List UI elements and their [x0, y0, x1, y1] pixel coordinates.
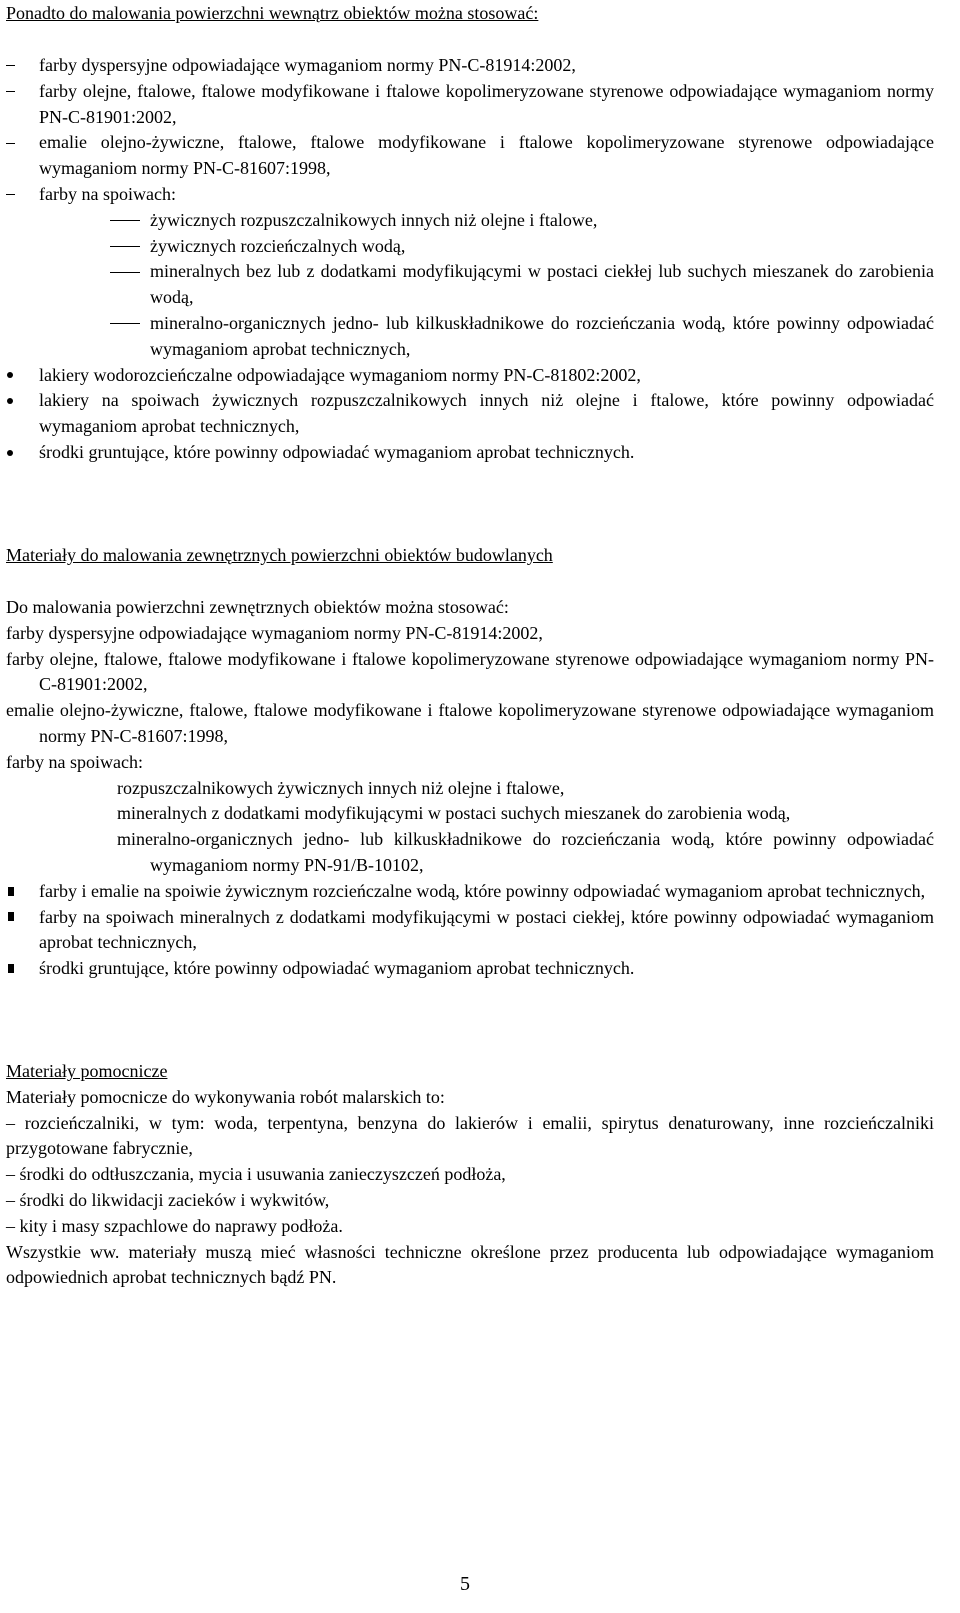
section3	[6, 1059, 934, 1291]
section2-heading: Materiały do malowania zewnętrznych powierzchni obiektów budowlanych	[6, 545, 553, 565]
section2-list	[6, 595, 934, 982]
section1-list	[6, 53, 934, 466]
bullet-marker	[7, 398, 13, 404]
section2-intro: Do malowania powierzchni zewnętrznych obiektów można stosować:	[6, 597, 509, 617]
list-item: farby olejne, ftalowe, ftalowe modyfikowane i ftalowe kopolimeryzowane styrenowe odpowiadające wymaganiom normy PN-C-81901:2002,	[6, 648, 934, 695]
list-item: farby dyspersyjne odpowiadające wymaganiom normy PN-C-81914:2002,	[6, 622, 543, 643]
square-bullet-item: farby na spoiwach mineralnych z dodatkami modyfikującymi w postaci ciekłej, które powinny odpowiadać wymaganiom aprobat technicznych,	[6, 905, 934, 957]
dash-marker	[6, 91, 15, 92]
bullet-item: środki gruntujące, które powinny odpowiadać wymaganiom aprobat technicznych.	[6, 440, 934, 466]
list-item: farby na spoiwach:	[6, 751, 143, 772]
section1-intro: Ponadto do malowania powierzchni wewnątrz obiektów można stosować:	[6, 3, 539, 23]
square-bullet-marker	[8, 912, 14, 921]
bullet-item: lakiery na spoiwach żywicznych rozpuszczalnikowych innych niż olejne i ftalowe, które powinny odpowiadać wymaganiom aprobat technicznych,	[6, 388, 934, 440]
dash-marker	[110, 246, 140, 247]
sub-list-item: mineralno-organicznych jedno- lub kilkuskładnikowe do rozcieńczania wodą, które powinny odpowiadać wymaganiom normy PN-91/B-10102,	[117, 829, 934, 875]
square-bullet-item: farby i emalie na spoiwie żywicznym rozcieńczalne wodą, które powinny odpowiadać wymaganiom aprobat technicznych,	[6, 879, 934, 905]
list-item: farby olejne, ftalowe, ftalowe modyfikowane i ftalowe kopolimeryzowane styrenowe odpowiadające wymaganiom normy PN-C-81901:2002,	[6, 79, 934, 131]
dash-marker	[110, 272, 140, 273]
closing-paragraph: Wszystkie ww. materiały muszą mieć własności techniczne określone przez producenta lub odpowiadające wymaganiom odpowiednich aprobat technicznych bądź PN.	[6, 1241, 934, 1288]
dash-marker	[110, 220, 140, 221]
square-bullet-marker	[8, 964, 14, 973]
dash-marker	[6, 194, 15, 195]
sub-list-item: mineralnych bez lub z dodatkami modyfikującymi w postaci ciekłej lub suchych mieszanek do zarobienia wodą,	[6, 259, 934, 311]
sub-list-item: mineralno-organicznych jedno- lub kilkuskładnikowe do rozcieńczania wodą, które powinny odpowiadać wymaganiom aprobat technicznych,	[6, 311, 934, 363]
list-item: – rozcieńczalniki, w tym: woda, terpentyna, benzyna do lakierów i emalii, spirytus denaturowany, inne rozcieńczalniki przygotowane fabrycznie,	[6, 1112, 934, 1159]
sub-list-item: mineralnych z dodatkami modyfikującymi w postaci suchych mieszanek do zarobienia wodą,	[117, 803, 791, 824]
dash-marker	[110, 323, 140, 324]
dash-marker	[6, 143, 15, 144]
page-number: 5	[460, 1573, 470, 1595]
list-item: emalie olejno-żywiczne, ftalowe, ftalowe modyfikowane i ftalowe kopolimeryzowane styrenowe odpowiadające wymaganiom normy PN-C-81607:1998,	[6, 130, 934, 182]
bullet-item: lakiery wodorozcieńczalne odpowiadające wymaganiom normy PN-C-81802:2002,	[6, 363, 934, 389]
list-item: – środki do likwidacji zacieków i wykwitów,	[6, 1189, 330, 1210]
list-item: – kity i masy szpachlowe do naprawy podłoża.	[6, 1215, 343, 1236]
list-item: – środki do odtłuszczania, mycia i usuwania zanieczyszczeń podłoża,	[6, 1164, 506, 1185]
list-item: emalie olejno-żywiczne, ftalowe, ftalowe modyfikowane i ftalowe kopolimeryzowane styrenowe odpowiadające wymaganiom normy PN-C-81607:1998,	[6, 700, 934, 746]
sub-list-item: żywicznych rozcieńczalnych wodą,	[6, 234, 934, 260]
square-bullet-marker	[8, 887, 14, 896]
list-item: farby na spoiwach:	[6, 182, 934, 208]
list-item: farby dyspersyjne odpowiadające wymaganiom normy PN-C-81914:2002,	[6, 53, 934, 79]
bullet-marker	[7, 450, 13, 456]
section3-intro: Materiały pomocnicze do wykonywania robót malarskich to:	[6, 1086, 445, 1107]
bullet-marker	[7, 372, 13, 378]
sub-list-item: rozpuszczalnikowych żywicznych innych niż olejne i ftalowe,	[117, 777, 565, 798]
square-bullet-item: środki gruntujące, które powinny odpowiadać wymaganiom aprobat technicznych.	[6, 956, 934, 982]
section3-heading: Materiały pomocnicze	[6, 1061, 168, 1081]
sub-list-item: żywicznych rozpuszczalnikowych innych niż olejne i ftalowe,	[6, 208, 934, 234]
dash-marker	[6, 65, 15, 66]
